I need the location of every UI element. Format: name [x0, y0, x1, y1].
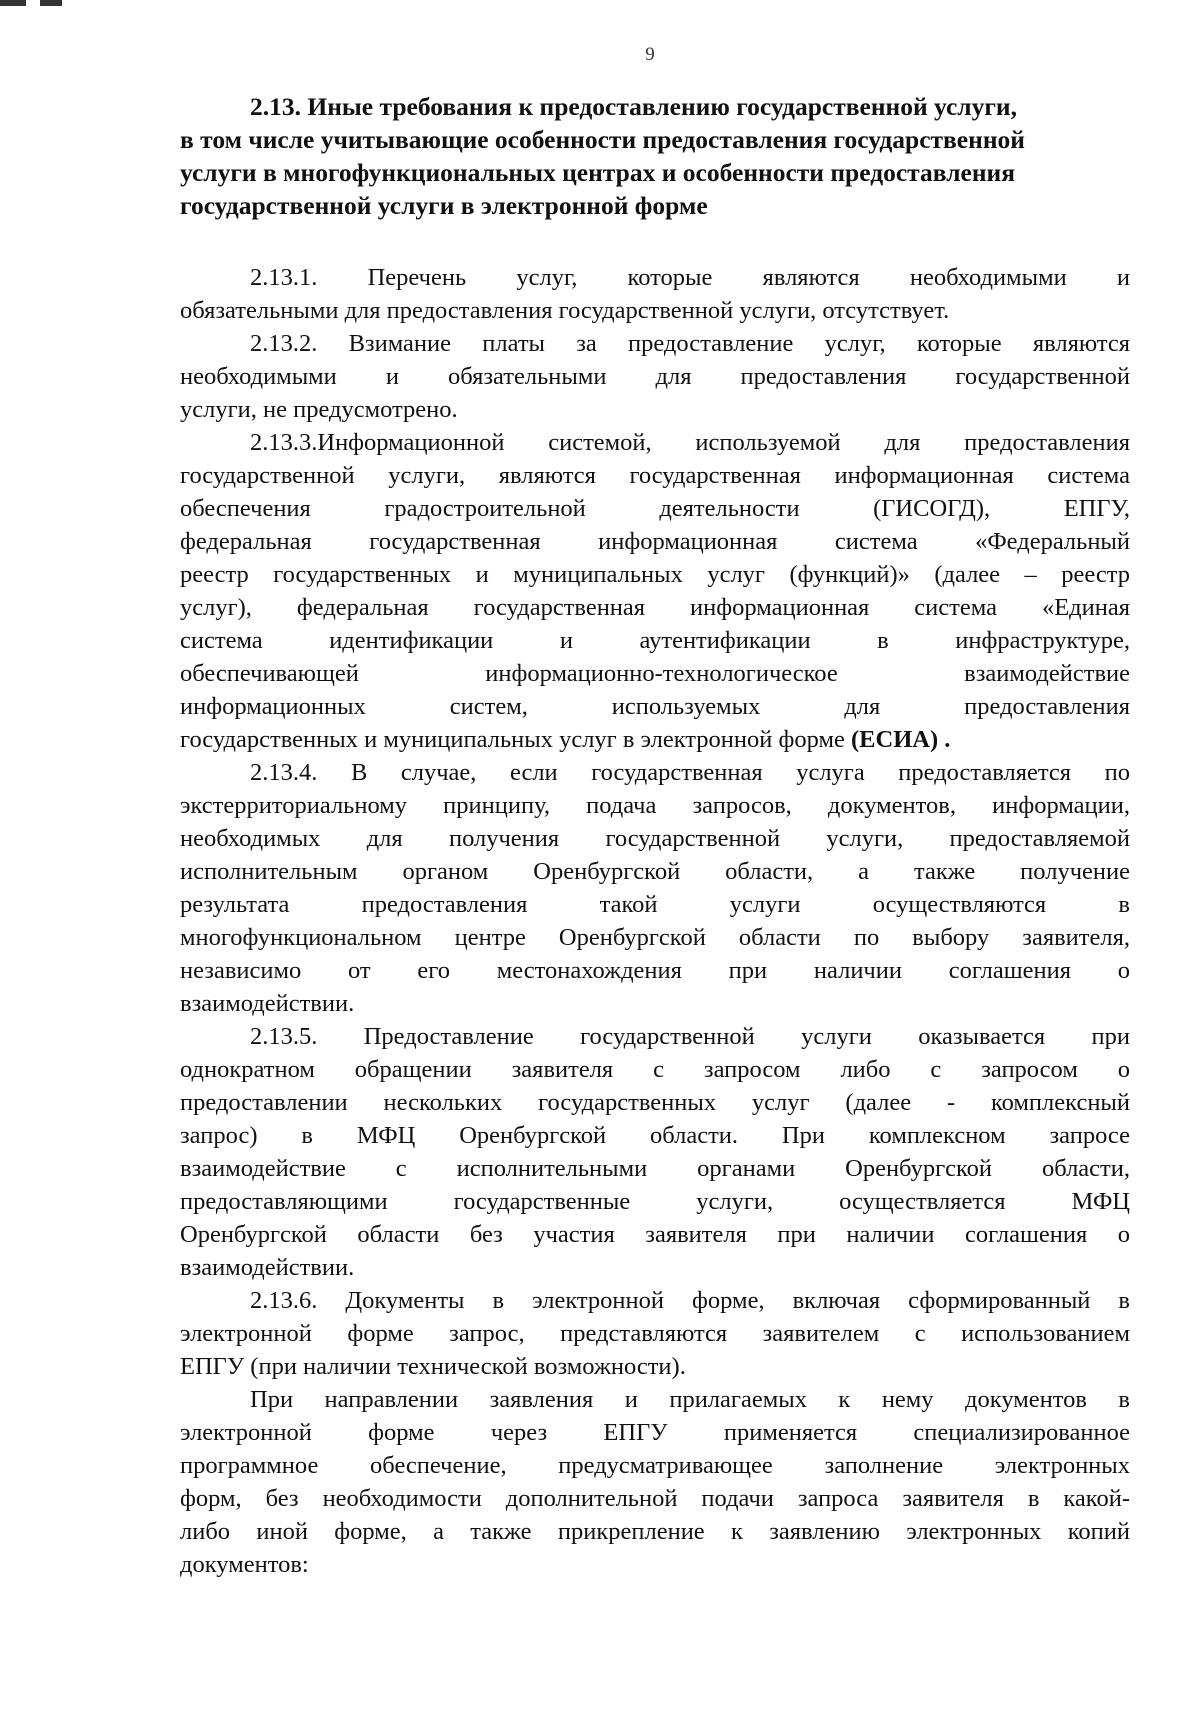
heading-line: государственной услуги в электронной форме — [180, 191, 708, 220]
paragraph-2-13-2 — [180, 327, 1130, 426]
paragraph-2-13-1 — [180, 261, 1130, 327]
paragraph-line: государственных и муниципальных услуг в электронной форме — [180, 726, 845, 753]
paragraph-line: запрос) в МФЦ Оренбургской области. При комплексном запросе — [180, 1122, 1130, 1149]
paragraph-line: электронной форме запрос, представляются заявителем с использованием — [180, 1320, 1130, 1347]
paragraph-line: независимо от его местонахождения при наличии соглашения о — [180, 957, 1130, 984]
paragraph-line: государственной услуги, являются государственная информационная система — [180, 462, 1130, 489]
paragraph-line: необходимыми и обязательными для предоставления государственной — [180, 363, 1130, 390]
section-heading — [180, 90, 1140, 222]
paragraph-line: услуги, не предусмотрено. — [180, 396, 458, 423]
page-number: 9 — [645, 44, 655, 65]
paragraph-line: взаимодействие с исполнительными органами Оренбургской области, — [180, 1155, 1130, 1182]
paragraph-line: предоставлении нескольких государственных услуг (далее - комплексный — [180, 1089, 1130, 1116]
paragraph-2-13-4 — [180, 756, 1130, 1020]
paragraph-line: взаимодействии. — [180, 990, 355, 1017]
paragraph-line: форм, без необходимости дополнительной подачи запроса заявителя в какой- — [180, 1485, 1130, 1512]
paragraph-2-13-6 — [180, 1284, 1130, 1383]
paragraph-line: Оренбургской области без участия заявителя при наличии соглашения о — [180, 1221, 1130, 1248]
paragraph-line: обеспечивающей информационно-технологическое взаимодействие — [180, 660, 1130, 687]
body-text — [180, 261, 1130, 1581]
paragraph-line: информационных систем, используемых для предоставления — [180, 693, 1130, 720]
paragraph-line: 2.13.1. Перечень услуг, которые являются необходимыми и — [250, 264, 1130, 291]
paragraph-line: многофункциональном центре Оренбургской области по выбору заявителя, — [180, 924, 1130, 951]
paragraph-line: 2.13.5. Предоставление государственной услуги оказывается при — [250, 1023, 1130, 1050]
paragraph-line: 2.13.3.Информационной системой, используемой для предоставления — [250, 429, 1130, 456]
paragraph-line: реестр государственных и муниципальных услуг (функций)» (далее – реестр — [180, 561, 1130, 588]
paragraph-line: документов: — [180, 1551, 309, 1578]
paragraph-line: система идентификации и аутентификации в инфраструктуре, — [180, 627, 1130, 654]
heading-line: 2.13. Иные требования к предоставлению государственной услуги, — [250, 92, 1018, 121]
paragraph-line: 2.13.6. Документы в электронной форме, включая сформированный в — [250, 1287, 1130, 1314]
heading-line: в том числе учитывающие особенности предоставления государственной — [180, 125, 1025, 154]
paragraph-line: обеспечения градостроительной деятельности (ГИСОГД), ЕПГУ, — [180, 495, 1130, 522]
paragraph-line: экстерриториальному принципу, подача запросов, документов, информации, — [180, 792, 1130, 819]
paragraph-line: исполнительным органом Оренбургской области, а также получение — [180, 858, 1130, 885]
paragraph-line: однократном обращении заявителя с запросом либо с запросом о — [180, 1056, 1130, 1083]
scan-artifact — [0, 0, 90, 6]
paragraph-line: 2.13.2. Взимание платы за предоставление услуг, которые являются — [250, 330, 1130, 357]
paragraph-epgu-submission — [180, 1383, 1130, 1581]
paragraph-line: услуг), федеральная государственная информационная система «Единая — [180, 594, 1130, 621]
paragraph-line: программное обеспечение, предусматривающее заполнение электронных — [180, 1452, 1130, 1479]
paragraph-line: предоставляющими государственные услуги, осуществляется МФЦ — [180, 1188, 1130, 1215]
paragraph-2-13-3 — [180, 426, 1130, 756]
paragraph-line: обязательными для предоставления государственной услуги, отсутствует. — [180, 297, 950, 324]
heading-line: услуги в многофункциональных центрах и особенности предоставления — [180, 158, 1016, 187]
paragraph-line: результата предоставления такой услуги осуществляются в — [180, 891, 1130, 918]
paragraph-2-13-5 — [180, 1020, 1130, 1284]
paragraph-line: 2.13.4. В случае, если государственная услуга предоставляется по — [250, 759, 1130, 786]
esia-abbreviation: (ЕСИА) . — [851, 726, 951, 753]
paragraph-line: необходимых для получения государственной услуги, предоставляемой — [180, 825, 1130, 852]
paragraph-line: федеральная государственная информационная система «Федеральный — [180, 528, 1130, 555]
paragraph-line: При направлении заявления и прилагаемых к нему документов в — [250, 1386, 1130, 1413]
paragraph-line: ЕПГУ (при наличии технической возможности). — [180, 1353, 686, 1380]
paragraph-line: электронной форме через ЕПГУ применяется специализированное — [180, 1419, 1130, 1446]
paragraph-line: взаимодействии. — [180, 1254, 355, 1281]
paragraph-line: либо иной форме, а также прикрепление к заявлению электронных копий — [180, 1518, 1130, 1545]
paragraph-line-with-esia — [180, 723, 1130, 756]
